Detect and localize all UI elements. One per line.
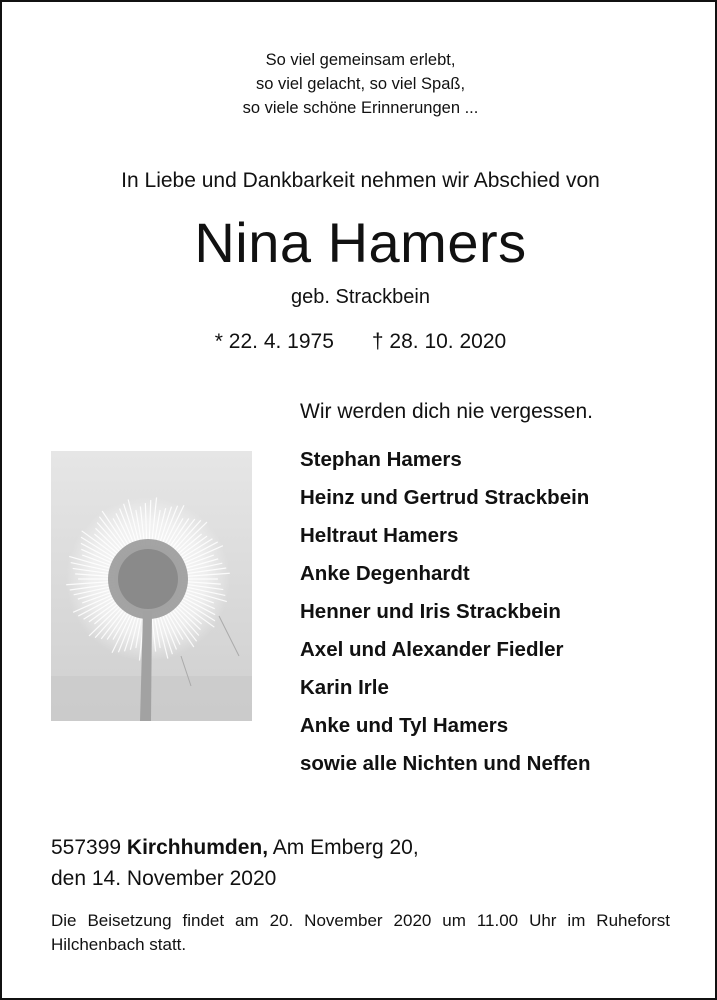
deceased-name: Nina Hamers xyxy=(194,211,527,274)
mourner-item: Anke Degenhardt xyxy=(300,562,470,585)
street: Am Emberg 20, xyxy=(272,836,419,859)
dandelion-photo xyxy=(51,451,252,721)
burial-info: Die Beisetzung findet am 20. November 2020 um 11.00 Uhr im Ruheforst Hilchenbach statt. xyxy=(51,911,670,954)
address-block xyxy=(51,832,419,894)
poem-line: so viel gelacht, so viel Spaß, xyxy=(255,75,466,93)
dandelion-illustration xyxy=(51,451,252,721)
motto: Wir werden dich nie vergessen. xyxy=(300,400,593,423)
intro-text: In Liebe und Dankbarkeit nehmen wir Abschied von xyxy=(121,169,600,192)
death-date: † 28. 10. 2020 xyxy=(371,330,507,353)
poem-line: So viel gemeinsam erlebt, xyxy=(265,51,456,69)
mourner-item: Stephan Hamers xyxy=(300,448,462,471)
mourner-item: Heinz und Gertrud Strackbein xyxy=(300,486,590,509)
life-dates xyxy=(2,329,717,355)
address-line xyxy=(51,832,419,863)
mourner-item: Heltraut Hamers xyxy=(300,524,459,547)
city: Kirchhumden, xyxy=(126,836,269,859)
birth-date: * 22. 4. 1975 xyxy=(214,330,334,353)
birth-name: geb. Strackbein xyxy=(291,286,430,308)
mourner-item: Henner und Iris Strackbein xyxy=(300,600,561,623)
poem-line: so viele schöne Erinnerungen ... xyxy=(242,99,479,117)
mourner-item: Anke und Tyl Hamers xyxy=(300,714,509,737)
postcode: 557399 xyxy=(51,836,122,859)
mourners-list xyxy=(300,441,590,783)
mourner-item: sowie alle Nichten und Neffen xyxy=(300,752,591,775)
mourner-item: Axel und Alexander Fiedler xyxy=(300,638,564,661)
poem xyxy=(2,48,717,120)
mourner-item: Karin Irle xyxy=(300,676,389,699)
date-line: den 14. November 2020 xyxy=(51,867,277,890)
